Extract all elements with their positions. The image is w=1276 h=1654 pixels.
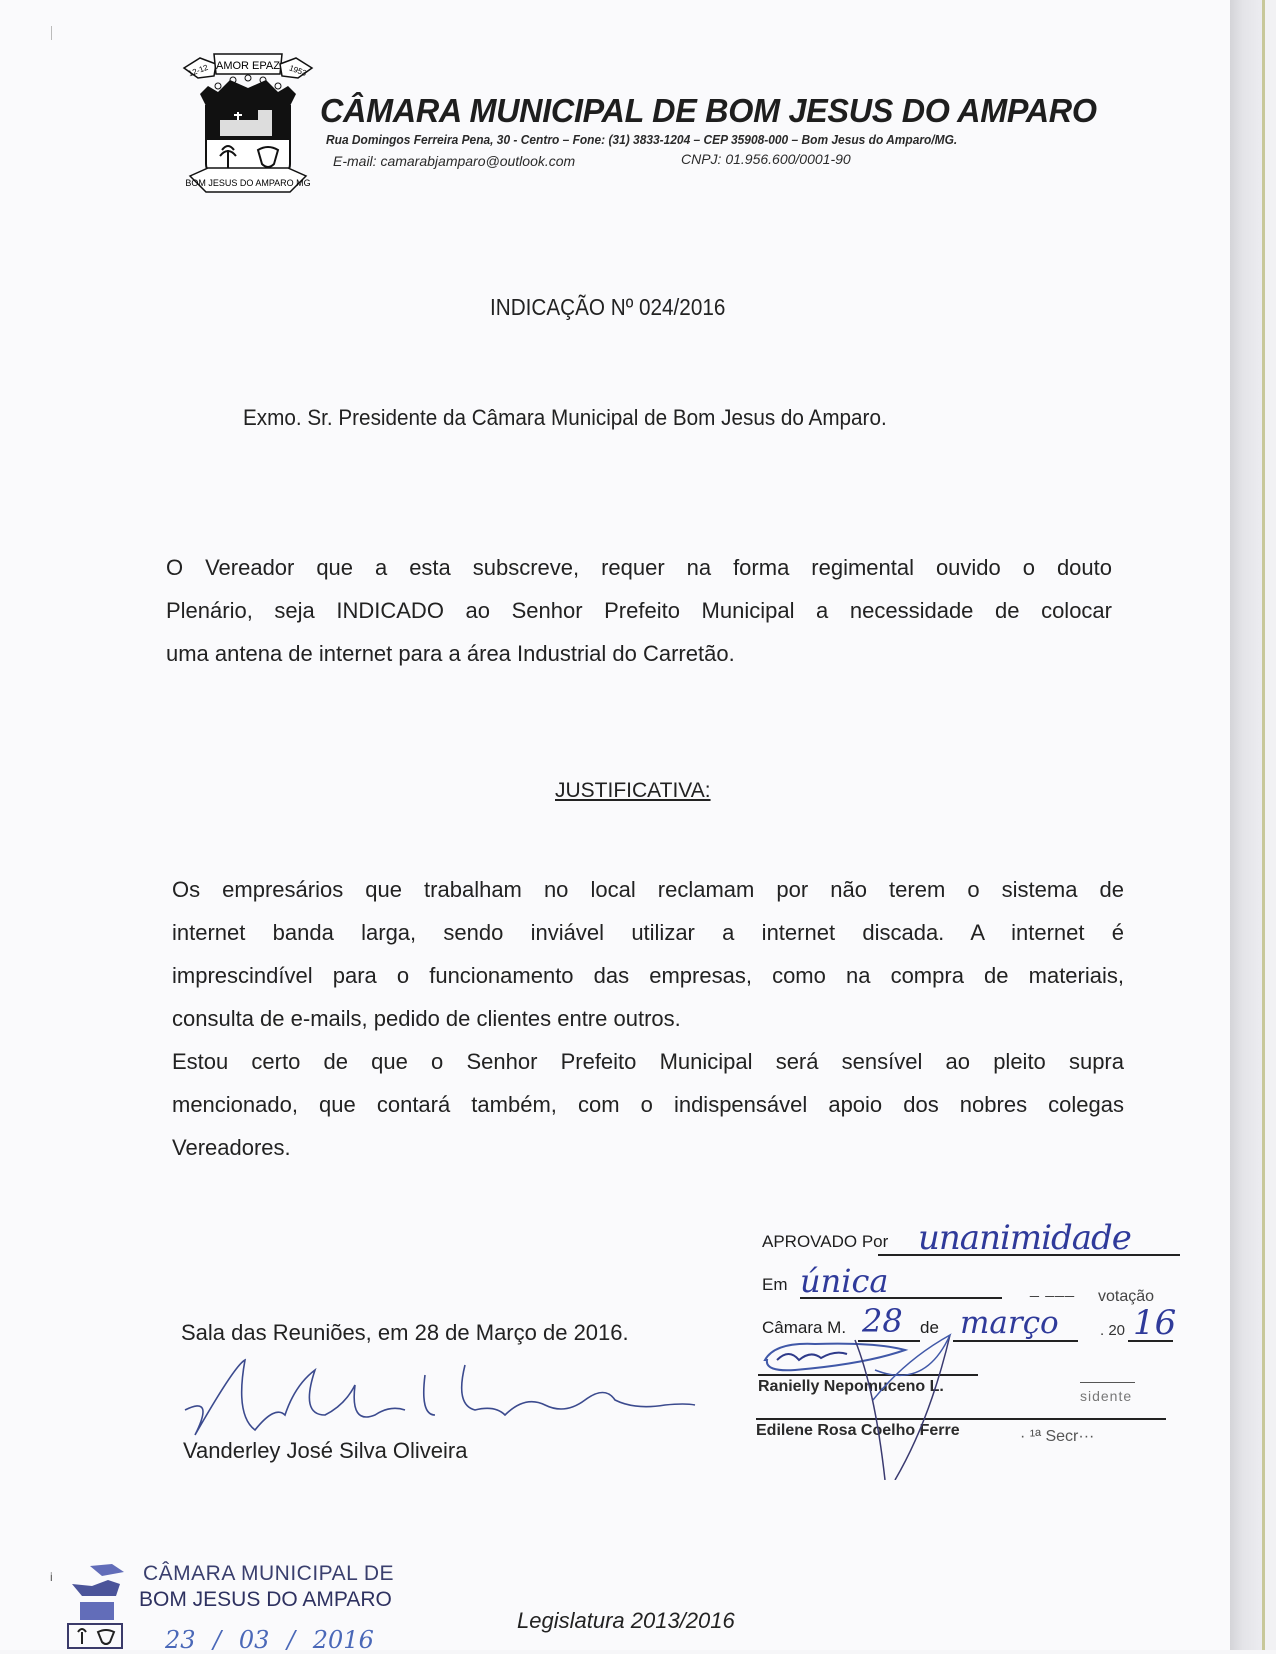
paragraph-line: uma antena de internet para a área Industrial do Carretão.	[166, 641, 735, 666]
institution-email: E-mail: camarabjamparo@outlook.com	[333, 153, 576, 169]
president-signature-line-right	[1080, 1382, 1135, 1383]
paragraph-line: mencionado, que contará também, com o indispensável apoio dos nobres colegas	[172, 1092, 1124, 1117]
paragraph-line: Plenário, seja INDICADO ao Senhor Prefeito Municipal a necessidade de colocar	[166, 598, 1112, 623]
day-handwritten: 28	[862, 1302, 903, 1340]
crest-date-left: 12-12	[186, 62, 210, 79]
year-handwritten: 16	[1133, 1303, 1177, 1343]
president-role: sidente	[1080, 1388, 1133, 1404]
president-name: Ranielly Nepomuceno L.	[758, 1378, 944, 1395]
chamber-label: Câmara M.	[762, 1318, 847, 1337]
year-prefix: . 20	[1100, 1322, 1126, 1339]
secretary-role: · ¹ª Secr···	[1020, 1428, 1095, 1445]
paragraph-line: imprescindível para o funcionamento das empresas, como na compra de materiais,	[172, 963, 1124, 988]
secretary-name: Edilene Rosa Coelho Ferre	[756, 1422, 960, 1439]
institution-address: Rua Domingos Ferreira Pena, 30 - Centro – Fone: (31) 3833-1204 – CEP 35908-000 – Bom Jesus do Amparo/MG.	[326, 132, 958, 147]
crest-motto: AMOR EPAZ	[216, 60, 280, 72]
paragraph-line: Vereadores.	[172, 1135, 291, 1160]
scan-mark	[51, 26, 52, 40]
vote-label: votação	[1098, 1288, 1155, 1305]
of-label: de	[920, 1318, 939, 1337]
stamp-crest-icon	[62, 1562, 132, 1650]
paragraph-line: internet banda larga, sendo inviável utilizar a internet discada. A internet é	[172, 920, 1124, 945]
paragraph-line: Os empresários que trabalham no local reclamam por não terem o sistema de	[172, 877, 1124, 902]
month-handwritten: março	[960, 1305, 1059, 1341]
stamp-institution-line1: CÂMARA MUNICIPAL DE	[143, 1562, 395, 1585]
approved-by-label: APROVADO Por	[762, 1232, 889, 1251]
vote-in-handwritten: única	[800, 1262, 889, 1300]
crest-banner: BOM JESUS DO AMPARO MG	[185, 178, 311, 188]
page-edge-shadow	[1230, 0, 1262, 1650]
president-signature-icon	[755, 1330, 1015, 1480]
stray-mark: i	[50, 1570, 53, 1584]
author-signature-icon	[175, 1355, 705, 1445]
institution-title: CÂMARA MUNICIPAL DE BOM JESUS DO AMPARO	[320, 92, 1097, 129]
stamp-institution-line2: BOM JESUS DO AMPARO	[139, 1588, 392, 1611]
paragraph-line: Estou certo de que o Senhor Prefeito Municipal será sensível ao pleito supra	[172, 1049, 1124, 1074]
request-paragraph	[166, 546, 1112, 675]
scan-background	[1265, 0, 1276, 1650]
dashes: _ ___	[1030, 1281, 1076, 1298]
author-name: Vanderley José Silva Oliveira	[183, 1438, 468, 1463]
paragraph-line: consulta de e-mails, pedido de clientes entre outros.	[172, 1006, 681, 1031]
salutation: Exmo. Sr. Presidente da Câmara Municipal de Bom Jesus do Amparo.	[243, 405, 887, 430]
document-number: INDICAÇÃO Nº 024/2016	[490, 294, 726, 320]
approved-by-handwritten: unanimidade	[918, 1218, 1131, 1258]
coat-of-arms-icon	[178, 46, 318, 196]
institution-cnpj: CNPJ: 01.956.600/0001-90	[681, 151, 851, 167]
paragraph-line: O Vereador que a esta subscreve, requer na forma regimental ouvido o douto	[166, 555, 1112, 580]
vote-in-label: Em	[762, 1275, 788, 1294]
justification-heading: JUSTIFICATIVA:	[555, 779, 711, 802]
stamp-date-handwritten: 23 / 03 / 2016	[165, 1626, 374, 1654]
justification-paragraph	[172, 868, 1124, 1169]
crest-date-right: 1953	[287, 63, 308, 78]
legislature-footer: Legislatura 2013/2016	[517, 1608, 735, 1633]
place-and-date: Sala das Reuniões, em 28 de Março de 2016.	[181, 1320, 629, 1345]
